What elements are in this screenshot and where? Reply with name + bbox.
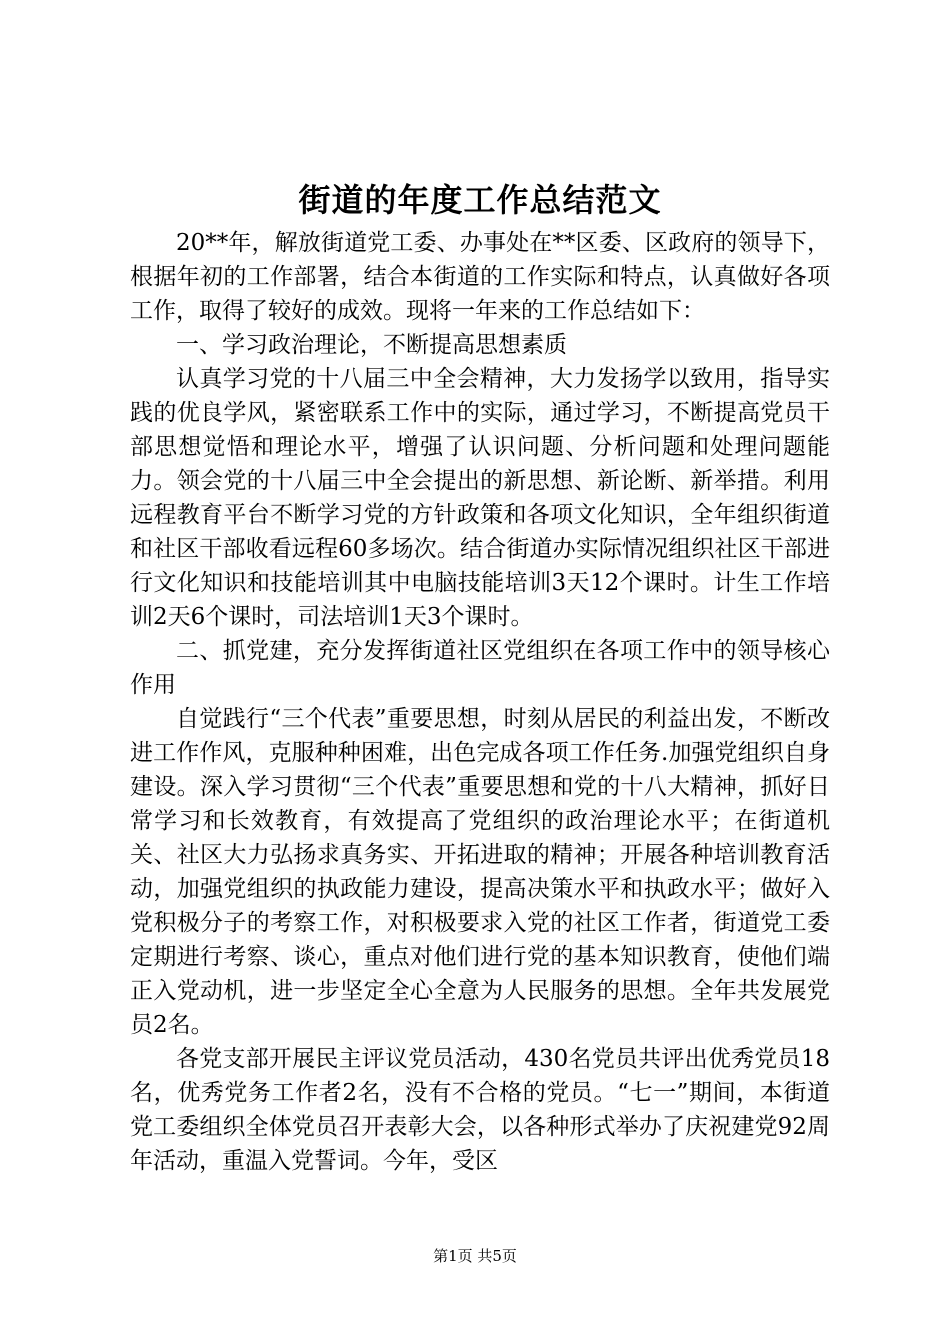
section-heading-2: 二、抓党建，充分发挥街道社区党组织在各项工作中的领导核心作用 [130,638,830,698]
document-title: 街道的年度工作总结范文 [298,181,662,219]
section-heading-1: 一、学习政治理论，不断提高思想素质 [176,332,567,358]
page-number-footer: 第1页 共5页 [433,1247,517,1265]
document-page [130,180,830,1178]
paragraph-evaluation: 各党支部开展民主评议党员活动，430名党员共评出优秀党员18名，优秀党务工作者2名，没有不合格的党员。“七一”期间，本街道党工委组织全体党员召开表彰大会，以各种形式举办了庆祝建党92周年活动，重温入党誓词。今年，受区 [130,1046,830,1174]
paragraph-study: 认真学习党的十八届三中全会精神，大力发扬学以致用，指导实践的优良学风，紧密联系工作中的实际，通过学习，不断提高党员干部思想觉悟和理论水平，增强了认识问题、分析问题和处理问题能力。领会党的十八届三中全会提出的新思想、新论断、新举措。利用远程教育平台不断学习党的方针政策和各项文化知识，全年组织街道和社区干部收看远程60多场次。结合街道办实际情况组织社区干部进行文化知识和技能培训其中电脑技能培训3天12个课时。计生工作培训2天6个课时，司法培训1天3个课时。 [130,366,830,630]
paragraph-intro: 20**年，解放街道党工委、办事处在**区委、区政府的领导下，根据年初的工作部署，结合本街道的工作实际和特点，认真做好各项工作，取得了较好的成效。现将一年来的工作总结如下： [130,230,830,324]
paragraph-party-building: 自觉践行“三个代表”重要思想，时刻从居民的利益出发，不断改进工作作风，克服种种困难，出色完成各项工作任务.加强党组织自身建设。深入学习贯彻“三个代表”重要思想和党的十八大精神，抓好日常学习和长效教育，有效提高了党组织的政治理论水平；在街道机关、社区大力弘扬求真务实、开拓进取的精神；开展各种培训教育活动，加强党组织的执政能力建设，提高决策水平和执政水平；做好入党积极分子的考察工作，对积极要求入党的社区工作者，街道党工委定期进行考察、谈心，重点对他们进行党的基本知识教育，使他们端正入党动机，进一步坚定全心全意为人民服务的思想。全年共发展党员2名。 [130,706,830,1038]
